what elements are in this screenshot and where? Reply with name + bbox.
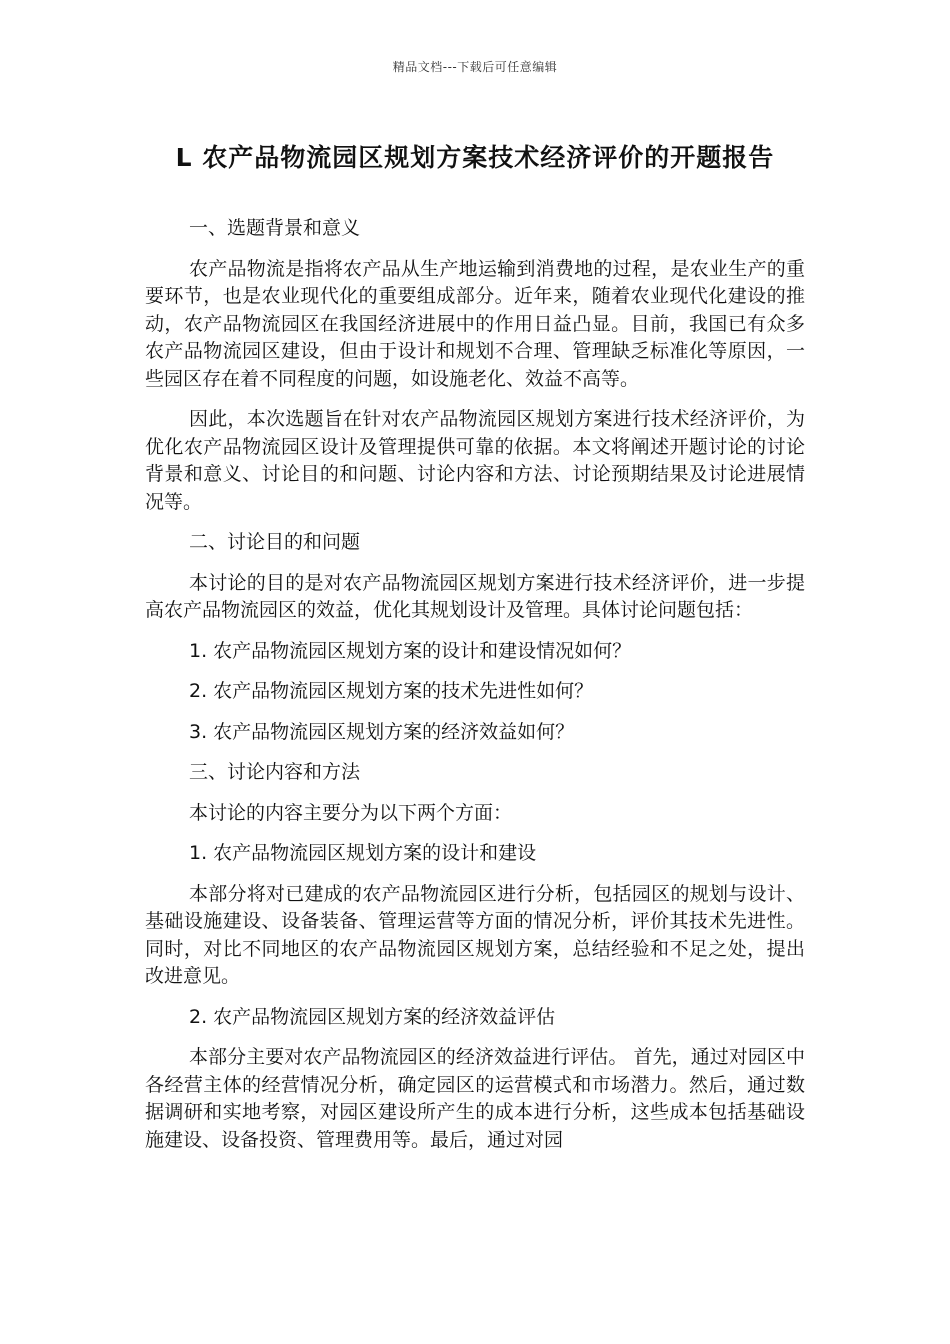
paragraph-content-intro: 本讨论的内容主要分为以下两个方面：	[189, 801, 513, 824]
subheading-economics: 2. 农产品物流园区规划方案的经济效益评估	[189, 1005, 556, 1028]
subheading-design: 1. 农产品物流园区规划方案的设计和建设	[189, 842, 537, 864]
section-heading-2: 二、讨论目的和问题	[189, 531, 361, 553]
paragraph-objectives: 本讨论的目的是对农产品物流园区规划方案进行技术经济评价，进一步提高农产品物流园区的效益，优化其规划设计及管理。具体讨论问题包括：	[145, 571, 805, 621]
paragraph-background: 农产品物流是指将农产品从生产地运输到消费地的过程，是农业生产的重要环节，也是农业现代化的重要组成部分。近年来，随着农业现代化建设的推动，农产品物流园区在我国经济进展中的作用日益凸显。目前，我国已有众多农产品物流园区建设，但由于设计和规划不合理、管理缺乏标准化等原因，一些园区存在着不同程度的问题，如设施老化、效益不高等。	[145, 257, 805, 390]
paragraph-purpose: 因此，本次选题旨在针对农产品物流园区规划方案进行技术经济评价，为优化农产品物流园区设计及管理提供可靠的依据。本文将阐述开题讨论的讨论背景和意义、讨论目的和问题、讨论内容和方法、讨论预期结果及讨论进展情况等。	[145, 408, 805, 513]
list-item-question-1: 1. 农产品物流园区规划方案的设计和建设情况如何？	[189, 639, 632, 662]
list-item-question-2: 2. 农产品物流园区规划方案的技术先进性如何？	[189, 680, 594, 702]
document-body	[145, 215, 805, 1154]
section-heading-3: 三、讨论内容和方法	[189, 761, 361, 783]
section-heading-1: 一、选题背景和意义	[189, 217, 361, 239]
document-title: L 农产品物流园区规划方案技术经济评价的开题报告	[175, 143, 775, 172]
list-item-question-3: 3. 农产品物流园区规划方案的经济效益如何？	[189, 720, 575, 743]
paragraph-economics: 本部分主要对农产品物流园区的经济效益进行评估。 首先，通过对园区中各经营主体的经营情况分析，确定园区的运营模式和市场潜力。然后，通过数据调研和实地考察，对园区建设所产生的成本进行分析，这些成本包括基础设施建设、设备投资、管理费用等。最后，通过对园	[145, 1046, 805, 1151]
paragraph-design: 本部分将对已建成的农产品物流园区进行分析，包括园区的规划与设计、基础设施建设、设备装备、管理运营等方面的情况分析，评价其技术先进性。同时，对比不同地区的农产品物流园区规划方案，总结经验和不足之处，提出改进意见。	[145, 882, 805, 987]
header-note: 精品文档---下载后可任意编辑	[392, 60, 558, 74]
